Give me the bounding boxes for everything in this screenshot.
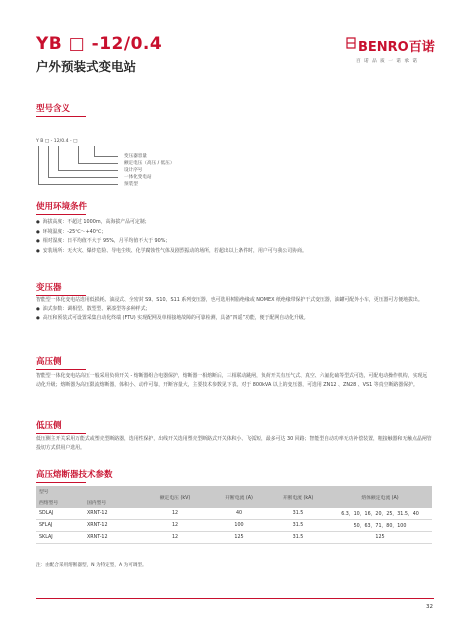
- fuse-table-wrap: [36, 486, 432, 544]
- model-label-capacity: 变压器容量: [124, 154, 147, 159]
- table-cell: 31.5: [268, 508, 328, 520]
- table-header-cell: 额定电压 (kV): [140, 486, 210, 508]
- table-cell: SKLAJ: [36, 532, 84, 544]
- footer-rule: [36, 598, 434, 599]
- section-heading-env: 使用环境条件: [36, 202, 88, 212]
- table-cell: 12: [140, 520, 210, 532]
- section-rule: [36, 116, 86, 117]
- table-cell: 125: [210, 532, 268, 544]
- section-heading-table: 高压熔断器技术参数: [36, 470, 113, 480]
- table-cell: 12: [140, 508, 210, 520]
- logo-mark-icon: [346, 37, 356, 49]
- section-heading-transformer: 变压器: [36, 283, 62, 293]
- hv-para: 智能型一体化变电站高压一般采用负荷开关 - 熔断器组合电器保护，熔断器一相熔断后，三相联动跳闸，负荷开关有压气式、真空、六氟化硫等型式可选，可配电动操作机构，实现远动化升级；熔断器为高压限流熔断器，体积小、动作可靠，开断容量大，主要技术参数见下表。对于 800kVA 以上的变压器，可选用 ZN12 、ZN28 、VS1 等真空断路器保护。: [36, 373, 428, 388]
- table-cell: 31.5: [268, 532, 328, 544]
- logo-slogan: 百 诺 品 质 一 诺 承 诺: [356, 59, 418, 64]
- logo-text: BENRO百诺: [358, 40, 435, 55]
- model-label-prefab: 预装型: [124, 182, 138, 187]
- table-cell: 125: [328, 532, 432, 544]
- table-note: 注：由配合采用熔断器型，N 为特定型，A 为可调型。: [36, 563, 147, 568]
- list-item: ● 相对湿度：日平均值不大于 95%，月平均值不大于 90%；: [36, 237, 432, 247]
- page-title: YB □ -12/0.4: [36, 34, 163, 54]
- table-row: [36, 508, 432, 520]
- page-subtitle: 户外预装式变电站: [36, 59, 137, 74]
- section-heading-hv: 高压侧: [36, 357, 62, 367]
- model-code: Y B □ - 12/0.4 - □: [36, 139, 78, 144]
- transformer-para: 智能型一体化变电站选用低损耗、油浸式、全密封 S9、S10、S11 系列变压器，也可选用树脂绝缘或 NOMEX 纸绝缘带保护干式变压器，油罐可配外小车，更压器可方便地拔出。: [36, 297, 423, 303]
- table-cell: 50，63，71，80，100: [328, 520, 432, 532]
- table-cell: SDLAJ: [36, 508, 84, 520]
- table-cell: XRNT-12: [84, 532, 140, 544]
- table-header-cell: 开断电流 (A): [210, 486, 268, 508]
- section-rule: [36, 433, 86, 434]
- list-item: ● 油式参数：调相型、散型型、紧凑型等多种样式；: [36, 305, 432, 315]
- list-item: ● 高压和预装式可设置采集自动化终端 (FTU) 实现配网及单相接地故障的可靠检测，具备“四遥”功能，便于配网自动化升级。: [36, 314, 432, 324]
- table-row: [36, 520, 432, 532]
- table-header-row: [36, 486, 432, 497]
- section-rule: [36, 369, 86, 370]
- list-item: ● 安装场所：无火灾、爆炸危险、导电尘埃、化学腐蚀性气体及剧烈振动的场所，若超出以上条件时，用户可与我公司协商。: [36, 247, 432, 257]
- table-cell: SFLAJ: [36, 520, 84, 532]
- section-heading-lv: 低压侧: [36, 421, 62, 431]
- table-cell: XRNT-12: [84, 508, 140, 520]
- table-row: [36, 532, 432, 544]
- table-header-cell: 西熔型号: [36, 497, 84, 508]
- list-item: ● 环境温度：-25℃～+40℃；: [36, 228, 432, 238]
- list-item: ● 海拔高度：不超过 1000m，高海拔产品可定制；: [36, 218, 432, 228]
- brand-logo: [346, 36, 436, 76]
- fuse-table: [36, 486, 432, 544]
- table-header-cell: 国内型号: [84, 497, 140, 508]
- section-rule: [36, 482, 86, 483]
- page-number: 32: [426, 604, 433, 610]
- lv-para: 低压侧主开关采用万能式或塑壳型断路器，选用性保护，出线开关选用塑壳型断路式开关体积小、飞弧短，最多可达 30 回路；智能型自动功率无功补偿装置，粗接触器和无触点晶闸管投切方式供用户选用。: [36, 436, 432, 451]
- table-cell: XRNT-12: [84, 520, 140, 532]
- table-cell: 100: [210, 520, 268, 532]
- model-label-design: 设计序号: [124, 168, 143, 173]
- model-label-substation: 一体化变电站: [124, 175, 152, 180]
- table-header-cell: 熔体额定电流 (A): [328, 486, 432, 508]
- transformer-text: [36, 296, 432, 324]
- table-header-cell: 型号: [36, 486, 140, 497]
- table-cell: 40: [210, 508, 268, 520]
- model-diagram: [36, 146, 176, 192]
- section-rule: [36, 214, 86, 215]
- table-cell: 31.5: [268, 520, 328, 532]
- table-cell: 6.3，10，16，20，25，31.5，40: [328, 508, 432, 520]
- table-cell: 12: [140, 532, 210, 544]
- section-heading-model: 型号含义: [36, 104, 71, 114]
- model-label-voltage: 额定电压（高压 / 低压）: [124, 161, 175, 166]
- env-list: [36, 218, 432, 256]
- table-header-cell: 开断电流 (kA): [268, 486, 328, 508]
